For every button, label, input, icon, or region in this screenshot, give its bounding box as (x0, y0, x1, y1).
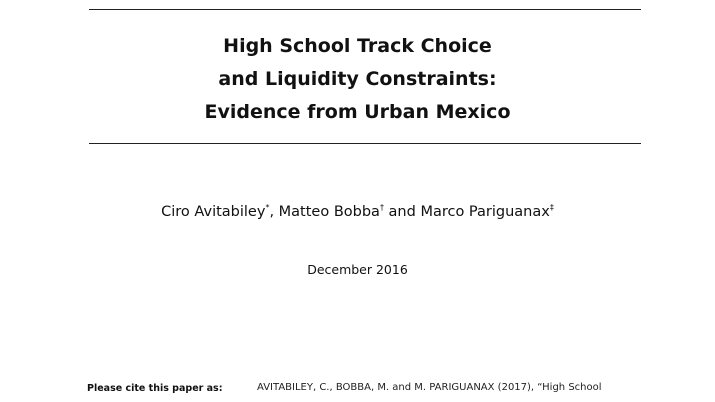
title-line-3: Evidence from Urban Mexico (204, 101, 511, 123)
author-separator-2: and (383, 204, 421, 220)
author-mark-1: * (265, 203, 270, 213)
title-line-1: High School Track Choice (223, 35, 492, 57)
author-mark-2: † (379, 203, 384, 213)
title-line-2: and Liquidity Constraints: (218, 68, 497, 90)
author-list (0, 204, 715, 220)
citation-text: AVITABILEY, C., BOBBA, M. and M. PARIGUANAX (2017), “High School (257, 382, 602, 393)
bottom-rule (89, 143, 641, 144)
author-name-3: Marco Pariguanax (420, 204, 550, 220)
publication-date: December 2016 (307, 262, 408, 277)
top-rule (89, 9, 641, 10)
author-name-1: Ciro Avitabiley (161, 204, 266, 220)
paper-title (0, 30, 715, 129)
cite-label: Please cite this paper as: (87, 383, 223, 394)
author-separator-1: , (269, 204, 279, 220)
author-name-2: Matteo Bobba (278, 204, 380, 220)
author-mark-3: ‡ (549, 203, 554, 213)
